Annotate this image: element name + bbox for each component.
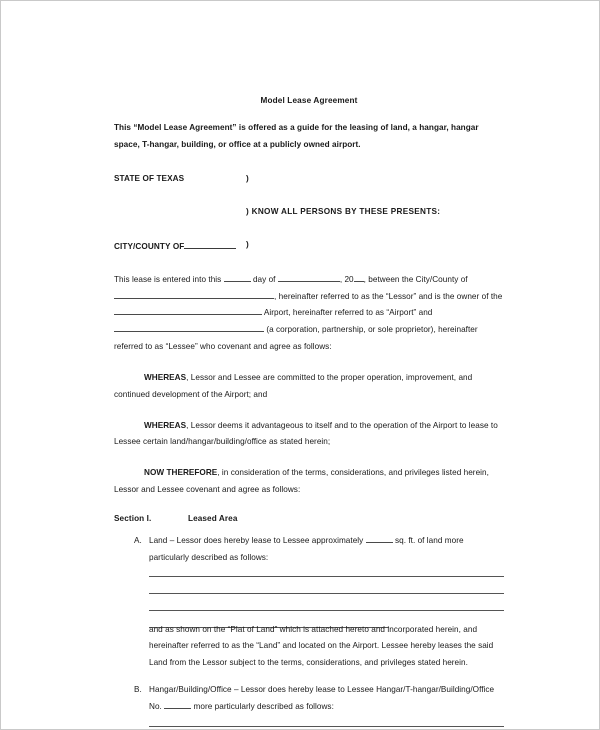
rule-line [149, 610, 504, 611]
city-county-label: CITY/COUNTY OF [114, 241, 236, 251]
state-paren: ) [246, 173, 249, 183]
lessor-blank [114, 291, 274, 299]
rule-line [149, 726, 504, 727]
lessee-blank [114, 324, 264, 332]
state-label: STATE OF TEXAS [114, 173, 185, 183]
section-title: Leased Area [188, 513, 238, 523]
whereas-1-lead: WHEREAS [144, 372, 187, 382]
section-number: Section I. [114, 513, 152, 523]
city-county-blank [184, 241, 236, 249]
rule-line [149, 576, 504, 577]
city-county-paren: ) [246, 239, 249, 249]
list-item-b-text-before: Hangar/Building/Office – Lessor does hereby lease to Lessee Hangar/T-hangar/Building/Office No. [149, 685, 495, 711]
list-item-marker-a: A. [134, 535, 142, 545]
page-title: Model Lease Agreement [260, 96, 358, 105]
airport-blank [114, 307, 262, 315]
list-item [114, 682, 504, 716]
whereas-2-lead: WHEREAS [144, 420, 187, 430]
section-heading [114, 515, 504, 523]
list-item-a-text-after: sq. ft. of land more particularly described as follows: [149, 535, 464, 562]
intro-paragraph: This “Model Lease Agreement” is offered as a guide for the leasing of land, a hangar, hangar space, T-hangar, building, or office at a publicly owned airport. [114, 123, 479, 150]
now-therefore-lead: NOW THEREFORE [144, 468, 218, 478]
list-item-a-text-before: Land – Lessor does hereby lease to Lessee approximately [149, 535, 364, 545]
item-a-rule-lines [114, 576, 504, 628]
land-area-blank [366, 535, 393, 543]
whereas-clause-1: WHEREAS, Lessor and Lessee are committed to the proper operation, improvement, and continued development of the Airport; and [114, 372, 473, 399]
day-blank [224, 274, 251, 282]
list-item [114, 533, 504, 567]
hangar-number-blank [164, 701, 191, 709]
document-body [114, 1, 504, 727]
jurisdiction-know-all-row [114, 208, 504, 225]
item-a-closing-text: and as shown on the “Plat of Land” which is attached hereto and incorporated herein, and hereinafter referred to as the “Land” and located on the Airport. Lessee hereby leases the said Land from the Lessor subject to the terms, considerations, and privileges stated herein. [149, 624, 494, 668]
list-item-b-text-after: more particularly described as follows: [193, 701, 334, 711]
rule-line [149, 593, 504, 594]
now-therefore-clause: NOW THEREFORE, in consideration of the terms, considerations, and privileges listed herein, Lessor and Lessee covenant and agree as follows: [114, 468, 489, 494]
item-b-rule-lines [114, 726, 504, 727]
month-blank [278, 274, 340, 282]
lease-intro-paragraph: This lease is entered into this day of , 20 , between the City/County of , hereinafter referred to as the “Lessor” and is the owner of the Airport, hereinafter referred to as “Airport” and (a corporation, partnership, or sole proprietor), hereinafter referred to as “Lessee” who covenant and agree as follows: [114, 274, 503, 352]
know-all-persons-text: ) KNOW ALL PERSONS BY THESE PRESENTS: [246, 206, 441, 216]
list-item-marker-b: B. [134, 685, 142, 695]
jurisdiction-state-row [114, 175, 504, 192]
year-blank [354, 274, 364, 282]
jurisdiction-city-county-row [114, 241, 504, 258]
whereas-clause-2: WHEREAS, Lessor deems it advantageous to itself and to the operation of the Airport to lease to Lessee certain land/hangar/building/office as stated herein; [114, 420, 498, 447]
